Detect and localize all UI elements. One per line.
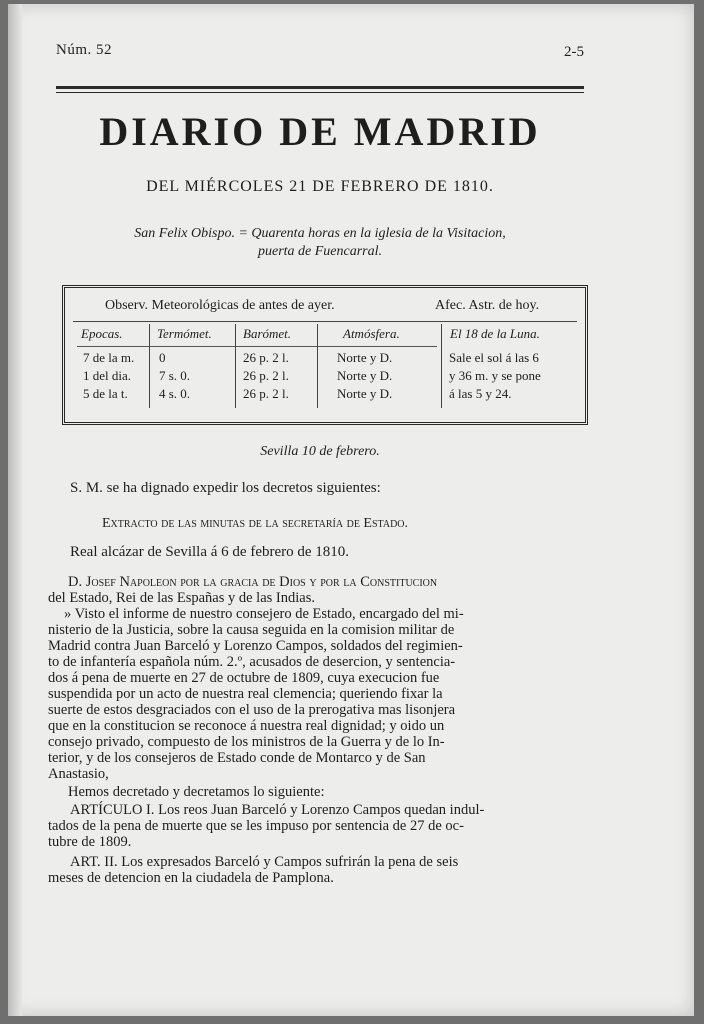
weather-vline-3 — [317, 324, 318, 408]
row3-termometro: 4 s. 0. — [159, 386, 191, 401]
dateline-place: Sevilla 10 de febrero. — [260, 444, 380, 459]
body-line-12: terior, y de los consejeros de Estado conde de Montarco y de San — [48, 750, 426, 766]
row2-termometro: 7 s. 0. — [159, 368, 191, 383]
body-line-18: ART. II. Los expresados Barceló y Campos sufrirán la pena de seis — [70, 854, 459, 870]
body-line-16: tados de la pena de muerte que se les impuso por sentencia de 27 de oc- — [48, 818, 464, 834]
section-heading: Extracto de las minutas de la secretaría de Estado. — [102, 516, 409, 531]
body-line-14: Hemos decretado y decretamos lo siguiente: — [68, 784, 325, 800]
masthead-title: DIARIO DE MADRID — [99, 109, 541, 154]
issue-number: Núm. 52 — [56, 42, 112, 58]
weather-obs-header: Observ. Meteorológicas de antes de ayer. — [105, 298, 335, 313]
saint-line-2: puerta de Fuencarral. — [257, 244, 383, 259]
top-rule-thick — [56, 86, 584, 89]
page-spine-shadow — [8, 4, 22, 1016]
weather-vline-1 — [149, 324, 150, 408]
body-line-7: dos á pena de muerte en 27 de octubre de 1809, cuya execucion fue — [48, 670, 440, 686]
col-epocas: Epocas. — [81, 326, 123, 341]
body-line-8: suspendida por un acto de nuestra real clemencia; queriendo fixar la — [48, 686, 443, 702]
weather-vline-2 — [235, 324, 236, 408]
row1-atmosfera: Norte y D. — [337, 350, 393, 365]
row3-atmosfera: Norte y D. — [337, 386, 393, 401]
real-alcazar-line: Real alcázar de Sevilla á 6 de febrero de 1810. — [70, 544, 350, 560]
col-atmosfera: Atmósfera. — [343, 326, 400, 341]
body-line-17: tubre de 1809. — [48, 834, 132, 850]
body-line-19: meses de detencion en la ciudadela de Pamplona. — [48, 870, 334, 886]
weather-col-underline — [77, 346, 437, 347]
weather-header-divider — [73, 321, 577, 322]
intro-line: S. M. se ha dignado expedir los decretos siguientes: — [70, 480, 381, 496]
col-barometro: Barómet. — [243, 326, 292, 341]
astro-line-1: Sale el sol á las 6 — [449, 350, 539, 365]
body-line-3: » Visto el informe de nuestro consejero de Estado, encargado del mi- — [64, 606, 464, 622]
weather-vline-4 — [441, 324, 442, 408]
astro-line-3: á las 5 y 24. — [449, 386, 512, 401]
row2-atmosfera: Norte y D. — [337, 368, 393, 383]
body-line-5: Madrid contra Juan Barceló y Lorenzo Campos, soldados del regimien- — [48, 638, 463, 654]
top-rule-thin — [56, 92, 584, 93]
weather-table — [62, 285, 588, 425]
body-line-4: nisterio de la Justicia, sobre la causa seguida en la comision militar de — [48, 622, 455, 638]
saint-line-1: San Felix Obispo. = Quarenta horas en la iglesia de la Visitacion, — [134, 226, 506, 241]
newspaper-page — [8, 4, 694, 1016]
body-line-10: que en la constitucion se reconoce á nuestra real dignidad; y oido un — [48, 718, 445, 734]
row1-termometro: 0 — [159, 350, 166, 365]
astro-line-2: y 36 m. y se pone — [449, 368, 541, 383]
row1-barometro: 26 p. 2 l. — [243, 350, 289, 365]
issue-date: DEL MIÉRCOLES 21 DE FEBRERO DE 1810. — [146, 178, 494, 195]
col-luna: El 18 de la Luna. — [450, 326, 540, 341]
row2-epoca: 1 del dia. — [83, 368, 132, 383]
row1-epoca: 7 de la m. — [83, 350, 135, 365]
body-line-15: ARTÍCULO I. Los reos Juan Barceló y Lorenzo Campos quedan indul- — [70, 802, 485, 818]
body-line-13: Anastasio, — [48, 766, 109, 782]
body-line-1: D. Josef Napoleon por la gracia de Dios y por la Constitucion — [68, 574, 438, 590]
body-line-2: del Estado, Rei de las Españas y de las Indias. — [48, 590, 315, 606]
body-line-11: consejo privado, compuesto de los ministros de la Guerra y de lo In- — [48, 734, 445, 750]
row2-barometro: 26 p. 2 l. — [243, 368, 289, 383]
col-termometro: Termómet. — [157, 326, 212, 341]
body-line-6: to de infantería española núm. 2.º, acusados de desercion, y sentencia- — [48, 654, 456, 670]
body-line-9: suerte de estos desgraciados con el uso de la prerogativa mas lisonjera — [48, 702, 456, 718]
page-number: 2-5 — [564, 44, 584, 60]
row3-barometro: 26 p. 2 l. — [243, 386, 289, 401]
row3-epoca: 5 de la t. — [83, 386, 128, 401]
weather-astro-header: Afec. Astr. de hoy. — [435, 298, 540, 313]
